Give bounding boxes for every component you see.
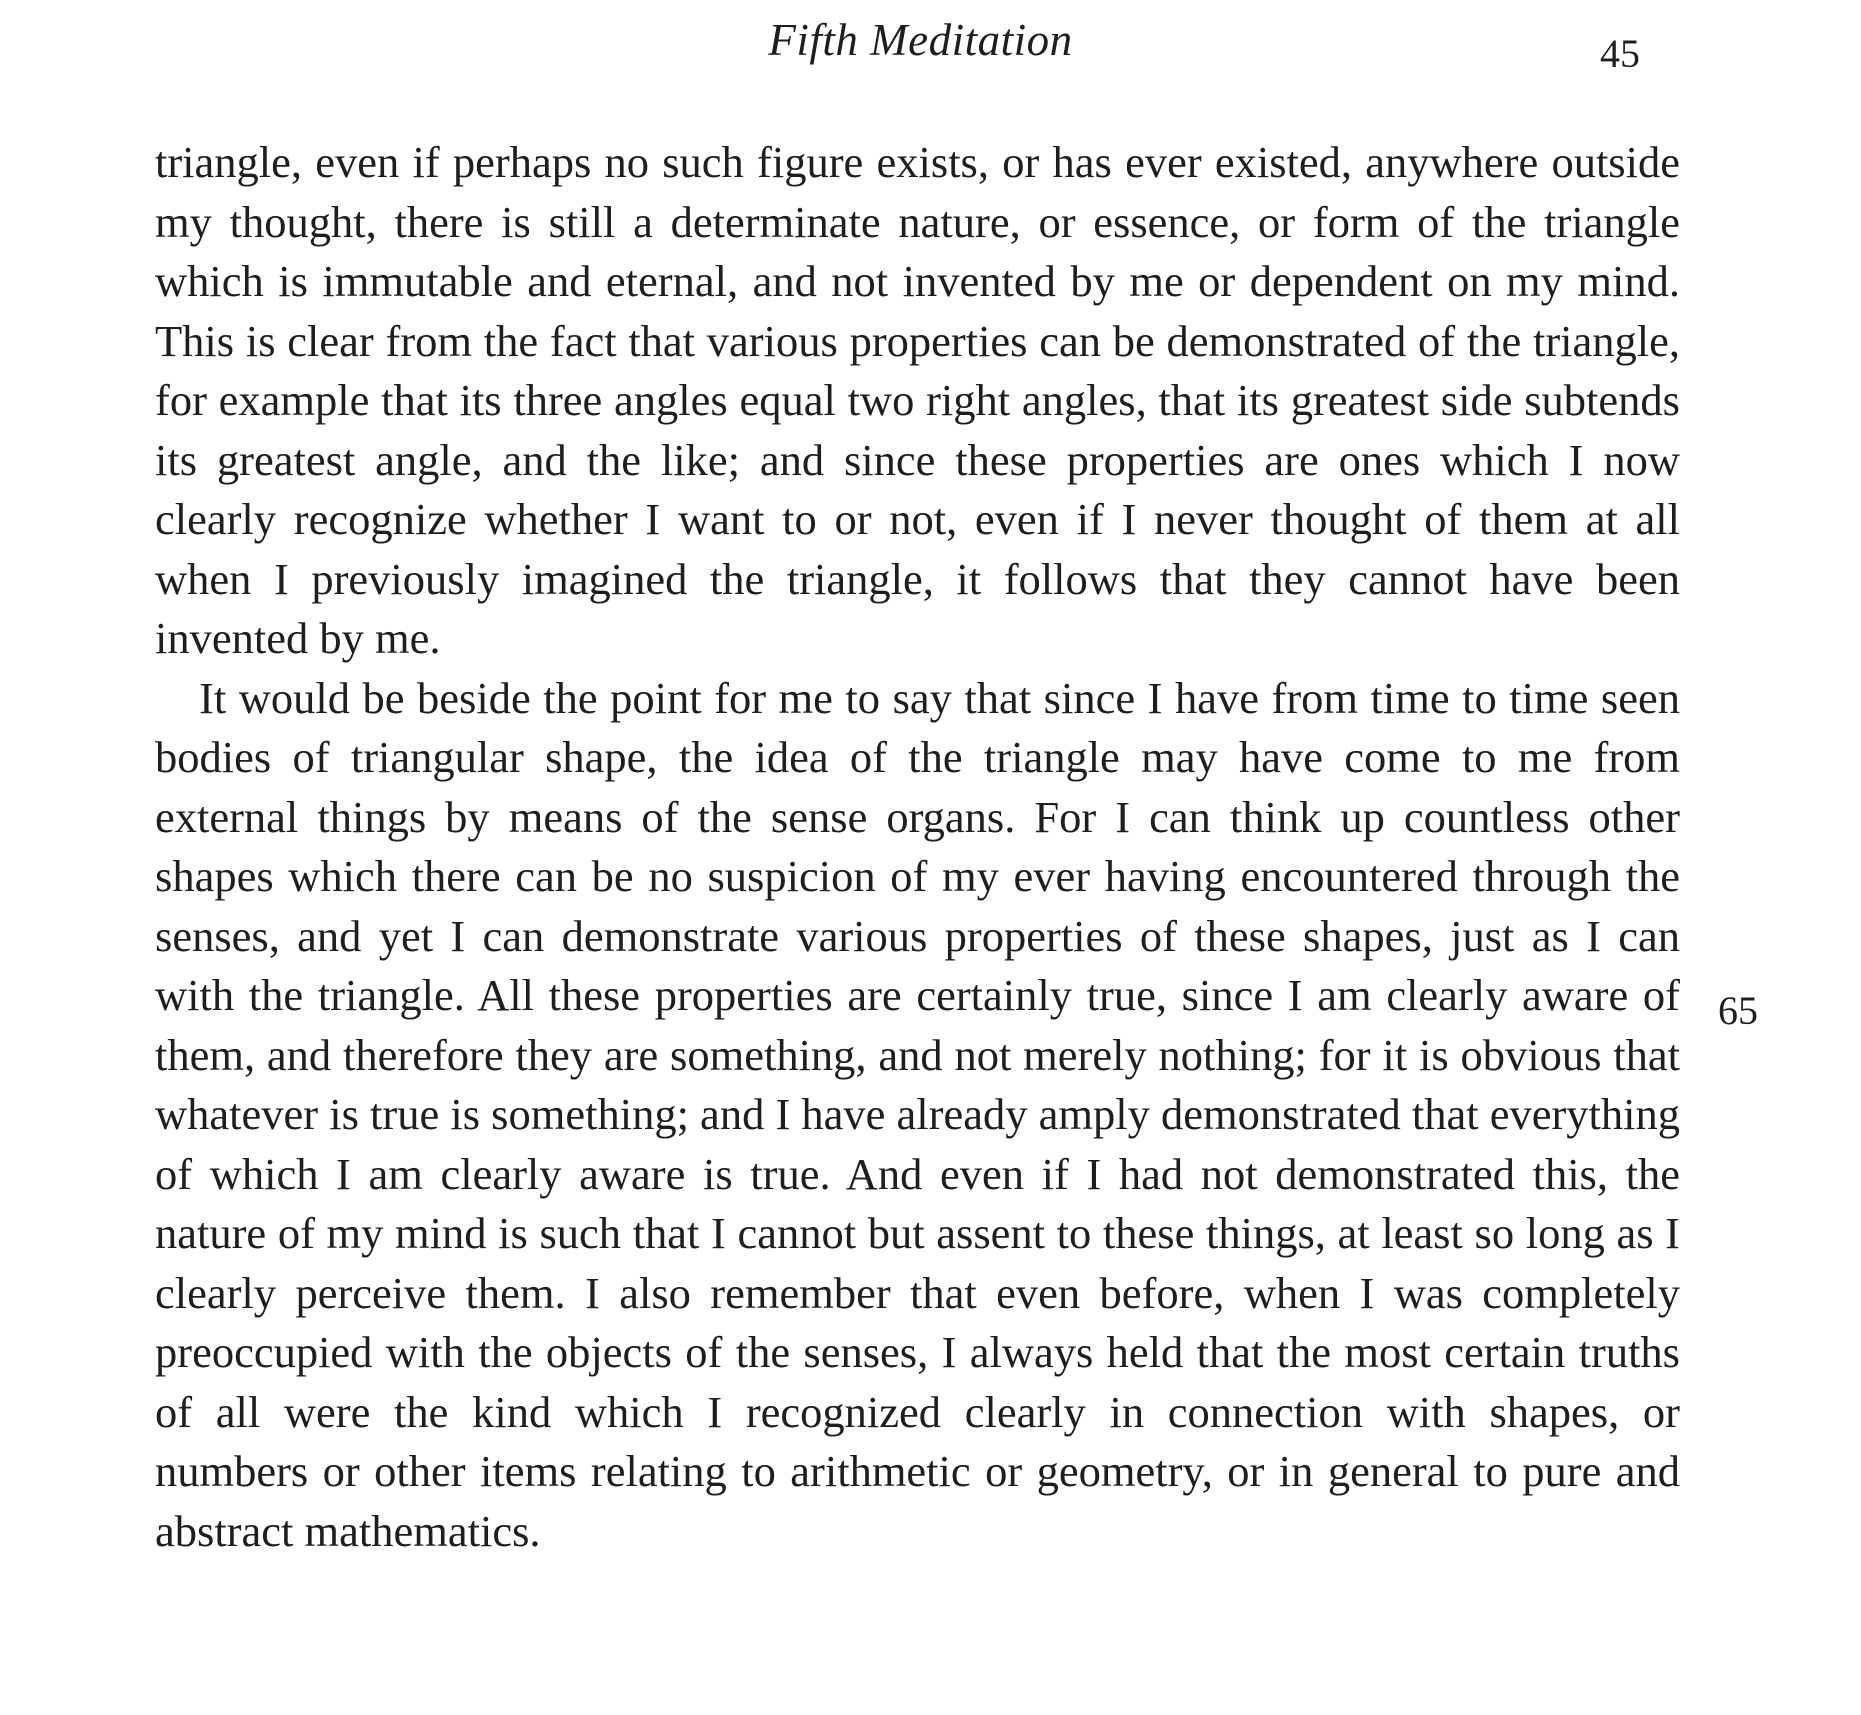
margin-page-reference: 65	[1718, 988, 1758, 1033]
page-number: 45	[1600, 31, 1640, 76]
chapter-title: Fifth Meditation	[768, 15, 1073, 65]
body-text	[155, 133, 1680, 1561]
running-head	[0, 14, 1861, 66]
paragraph-2: It would be beside the point for me to say that since I have from time to time seen bodies of triangular shape, the idea of the triangle may have come to me from external things by means of the sense organs. For I can think up countless other shapes which there can be no suspicion of my ever having encountered through the senses, and yet I can demonstrate various properties of these shapes, just as I can with the triangle. All these properties are certainly true, since I am clearly aware of them, and therefore they are something, and not merely nothing; for it is obvious that whatever is true is something; and I have already amply demonstrated that everything of which I am clearly aware is true. And even if I had not demonstrated this, the nature of my mind is such that I cannot but assent to these things, at least so long as I clearly perceive them. I also remember that even before, when I was completely preoccupied with the objects of the senses, I always held that the most certain truths of all were the kind which I recognized clearly in connection with shapes, or numbers or other items relating to arithmetic or geometry, or in general to pure and abstract mathematics.	[155, 672, 1680, 1556]
paragraph-1: triangle, even if perhaps no such figure exists, or has ever existed, anywhere outside my thought, there is still a determinate nature, or essence, or form of the triangle which is immutable and eternal, and not invented by me or dependent on my mind. This is clear from the fact that various properties can be demonstrated of the triangle, for example that its three angles equal two right angles, that its greatest side subtends its greatest angle, and the like; and since these properties are ones which I now clearly recognize whether I want to or not, even if I never thought of them at all when I previously imagined the triangle, it follows that they cannot have been invented by me.	[155, 137, 1680, 663]
